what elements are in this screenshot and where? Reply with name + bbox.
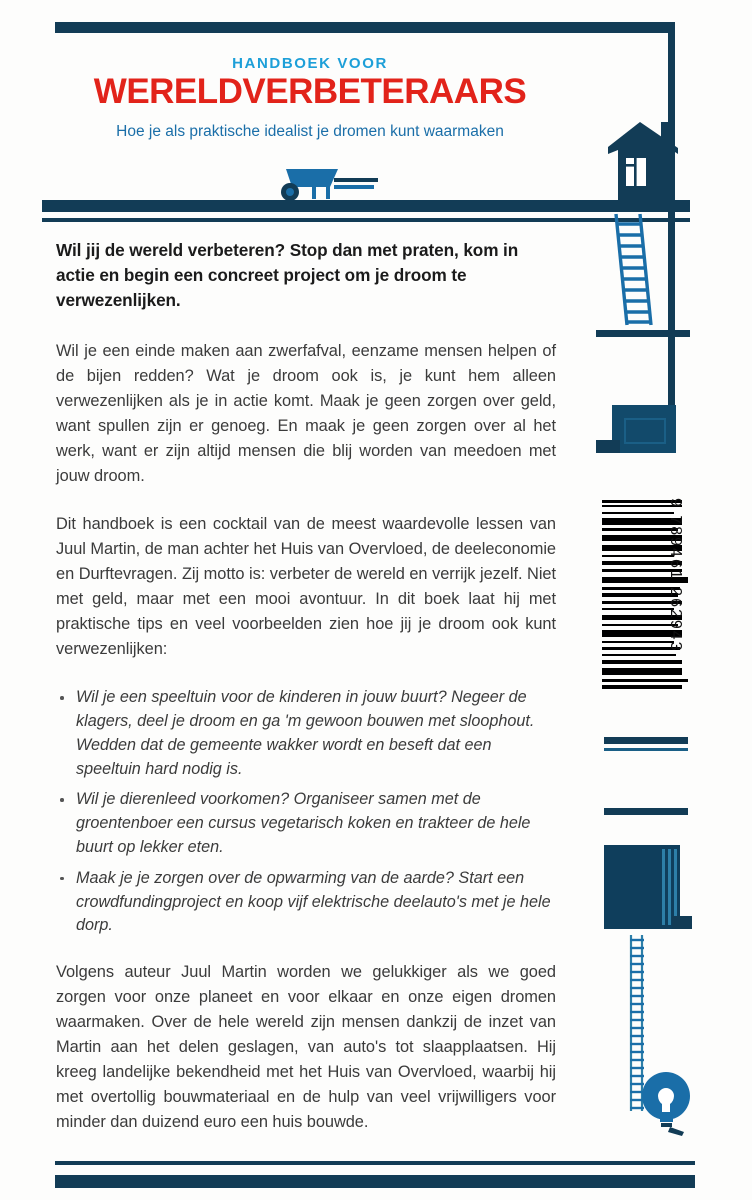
lower-shelf-bar bbox=[596, 330, 690, 337]
subtitle-text: Hoe je als praktische idealist je dromen kunt waarmaken bbox=[116, 122, 504, 140]
rail-bar-upper bbox=[604, 737, 688, 744]
page-title: WERELDVERBETERAARS bbox=[93, 72, 527, 111]
list-item: Wil je een speeltuin voor de kinderen in jouw buurt? Negeer de klagers, deel je droom en ga 'm gewoon bouwen met sloophout. Wedden dat de gemeente wakker wordt en beseft dat een speeltuin hard nodig is. bbox=[56, 686, 556, 781]
body-paragraph-3: Volgens auteur Juul Martin worden we gelukkiger als we goed zorgen voor onze planeet en voor elkaar en onze eigen dromen waarmaken. Over de hele wereld zijn mensen dankzij de inzet van Martin aan het delen geslagen, van auto's tot slaapplaatsen. Hij kreeg landelijke bekendheid met het Huis van Overvloed, waarbij hij met overtollig bouwmateriaal en de hulp van veel vrijwilligers voor minder dan duizend euro een huis bouwde. bbox=[56, 963, 556, 1131]
list-item: Maak je je zorgen over de opwarming van de aarde? Start een crowdfundingproject en koop vijf elektrische deelauto's met je hele dorp. bbox=[56, 867, 556, 938]
book-spine-stripe bbox=[668, 849, 671, 925]
body-paragraph-2: Dit handboek is een cocktail van de meest waardevolle lessen van Juul Martin, de man achter het Huis van Overvloed, de deeleconomie en Durftevragen. Zij motto is: verbeter de wereld en verrijk jezelf. Niet met geld, maar met een mooi avontuur. In dit boek laat hij met praktische tips en veel voorbeelden zien hoe jij je droom ook kunt verwezenlijken: bbox=[56, 515, 556, 659]
body-paragraph-1: Wil je een einde maken aan zwerfafval, eenzame mensen helpen of de bijen redden? Wat je droom ook is, je kunt hem alleen verwezenlijken als je in actie komt. Maak je geen zorgen over geld, want spullen zijn er genoeg. En maak je geen zorgen over al het werk, want er zijn altijd mensen die blij worden van meedoen met jouw droom. bbox=[56, 341, 556, 485]
house-icon bbox=[604, 120, 682, 210]
scaffold-post-lower bbox=[668, 200, 675, 430]
barcode-number: 9 789461 262943 bbox=[667, 498, 684, 653]
barcode bbox=[600, 498, 710, 698]
crate-label bbox=[624, 418, 666, 444]
crate-foot bbox=[596, 440, 620, 453]
lightbulb-icon bbox=[640, 1070, 698, 1136]
bottom-rule-thin bbox=[55, 1161, 695, 1165]
list-item: Wil je dierenleed voorkomen? Organiseer samen met de groentenboer een cursus vegetarisch koken en trakteer de hele buurt op lekker eten. bbox=[56, 788, 556, 859]
blurb-text-column bbox=[56, 238, 556, 1135]
example-list bbox=[56, 686, 556, 938]
kicker-text: HANDBOEK VOOR bbox=[232, 55, 388, 72]
rail-bar-upper-thin bbox=[604, 748, 688, 751]
ladder-icon bbox=[612, 212, 660, 327]
wheelbarrow-icon bbox=[268, 165, 388, 203]
rail-bar-lower bbox=[604, 808, 688, 815]
upper-shelf-bar-thin bbox=[42, 218, 690, 222]
masthead bbox=[0, 55, 620, 141]
top-rule-bar bbox=[55, 22, 675, 33]
bottom-rule-thick bbox=[55, 1175, 695, 1188]
book-spine-stripe bbox=[674, 849, 677, 925]
book-spine-stripe bbox=[662, 849, 665, 925]
book-foot bbox=[672, 916, 692, 929]
lead-paragraph: Wil jij de wereld verbeteren? Stop dan met praten, kom in actie en begin een concreet project om je droom te verwezenlijken. bbox=[56, 240, 519, 310]
